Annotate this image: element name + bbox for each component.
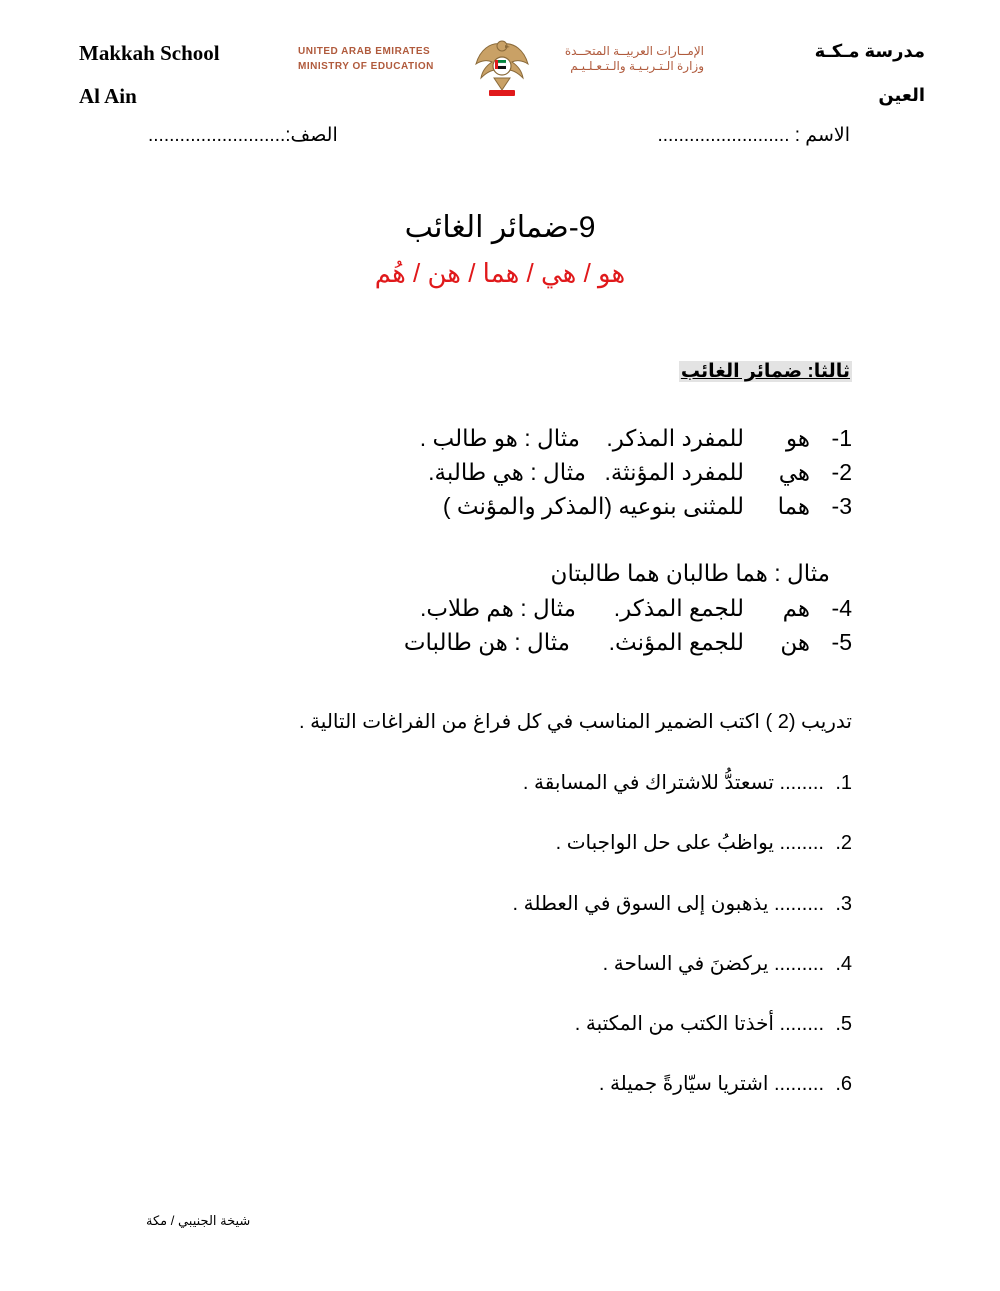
row-description: للمفرد المؤنثة.: [604, 459, 744, 485]
row-description: للجمع المذكر.: [613, 595, 744, 621]
row-number: 2-: [831, 459, 852, 485]
item-number: 2.: [835, 832, 852, 854]
school-name-ar: مدرسة مـكـة: [814, 41, 925, 61]
row-example: مثال : هن طالبات: [403, 629, 570, 655]
ministry-ar-line1: الإمــارات العربيــة المتحــدة: [564, 44, 704, 58]
item-text[interactable]: ......... يركضنَ في الساحة .: [602, 953, 824, 975]
dual-example: مثال : هما طالبان هما طالبتان: [550, 560, 830, 586]
row-number: 4-: [831, 595, 852, 621]
row-number: 1-: [831, 425, 852, 451]
item-number: 3.: [835, 893, 852, 915]
student-name-field[interactable]: الاسم : .........................: [657, 125, 850, 146]
class-field[interactable]: الصف:..........................: [148, 125, 338, 146]
exercise-item-2: [556, 830, 852, 855]
pronoun-row-1: [420, 425, 852, 452]
exercise-item-6: [599, 1071, 852, 1096]
row-description: للمثنى بنوعيه (المذكر والمؤنث ): [442, 493, 744, 519]
ministry-ar-line2: وزارة الـتـربـيـة والـتـعـلـيـم: [570, 59, 704, 73]
pronoun-row-3: [443, 493, 852, 520]
row-number: 5-: [831, 629, 852, 655]
item-text[interactable]: ......... يذهبون إلى السوق في العطلة .: [512, 893, 824, 915]
row-pronoun: هي: [778, 459, 810, 485]
pronoun-row-4: [420, 595, 852, 622]
exercise-instruction: تدريب (2 ) اكتب الضمير المناسب في كل فراغ من الفراغات التالية .: [298, 711, 852, 733]
city-en: Al Ain: [79, 84, 137, 108]
row-pronoun: هن: [780, 629, 810, 655]
row-example: مثال : هم طلاب.: [419, 595, 576, 621]
item-text[interactable]: ........ يواظبُ على حل الواجبات .: [555, 832, 824, 854]
item-text[interactable]: ........ تسعتدُّ للاشتراك في المسابقة .: [522, 772, 824, 794]
row-pronoun: هما: [777, 493, 810, 519]
item-number: 1.: [835, 772, 852, 794]
uae-emblem-icon: [472, 34, 532, 98]
ministry-en-line2: MINISTRY OF EDUCATION: [298, 61, 434, 72]
item-number: 6.: [835, 1073, 852, 1095]
exercise-item-4: [603, 951, 852, 976]
school-name-en: Makkah School: [79, 41, 220, 65]
ministry-en-line1: UNITED ARAB EMIRATES: [298, 46, 431, 57]
item-text[interactable]: ........ أخذتا الكتب من المكتبة .: [574, 1013, 824, 1035]
section-heading: [679, 360, 852, 383]
item-text[interactable]: ......... اشتريا سيّارةً جميلة .: [598, 1073, 824, 1095]
pronoun-list: هو / هي / هما / هن / هُم: [374, 258, 626, 288]
exercise-item-1: [523, 770, 852, 795]
row-description: للجمع المؤنث.: [608, 629, 744, 655]
row-number: 3-: [831, 493, 852, 519]
item-number: 4.: [835, 953, 852, 975]
section-heading-text: ثالثا: ضمائر الغائب: [680, 361, 850, 382]
row-pronoun: هو: [785, 425, 810, 451]
city-ar: العين: [878, 85, 925, 105]
lesson-title: 9-ضمائر الغائب: [404, 211, 596, 244]
row-description: للمفرد المذكر.: [606, 425, 744, 451]
exercise-item-5: [575, 1011, 852, 1036]
footer-author: شيخة الجنيبي / مكة: [146, 1213, 251, 1228]
row-example: مثال : هي طالبة.: [428, 459, 586, 485]
pronoun-row-5: [404, 629, 852, 656]
row-pronoun: هم: [782, 595, 810, 621]
ministry-logo-en: [298, 44, 434, 74]
exercise-item-3: [512, 891, 852, 916]
ministry-logo-ar: [534, 44, 704, 74]
row-example: مثال : هو طالب .: [419, 425, 580, 451]
item-number: 5.: [835, 1013, 852, 1035]
pronoun-row-2: [428, 459, 852, 486]
